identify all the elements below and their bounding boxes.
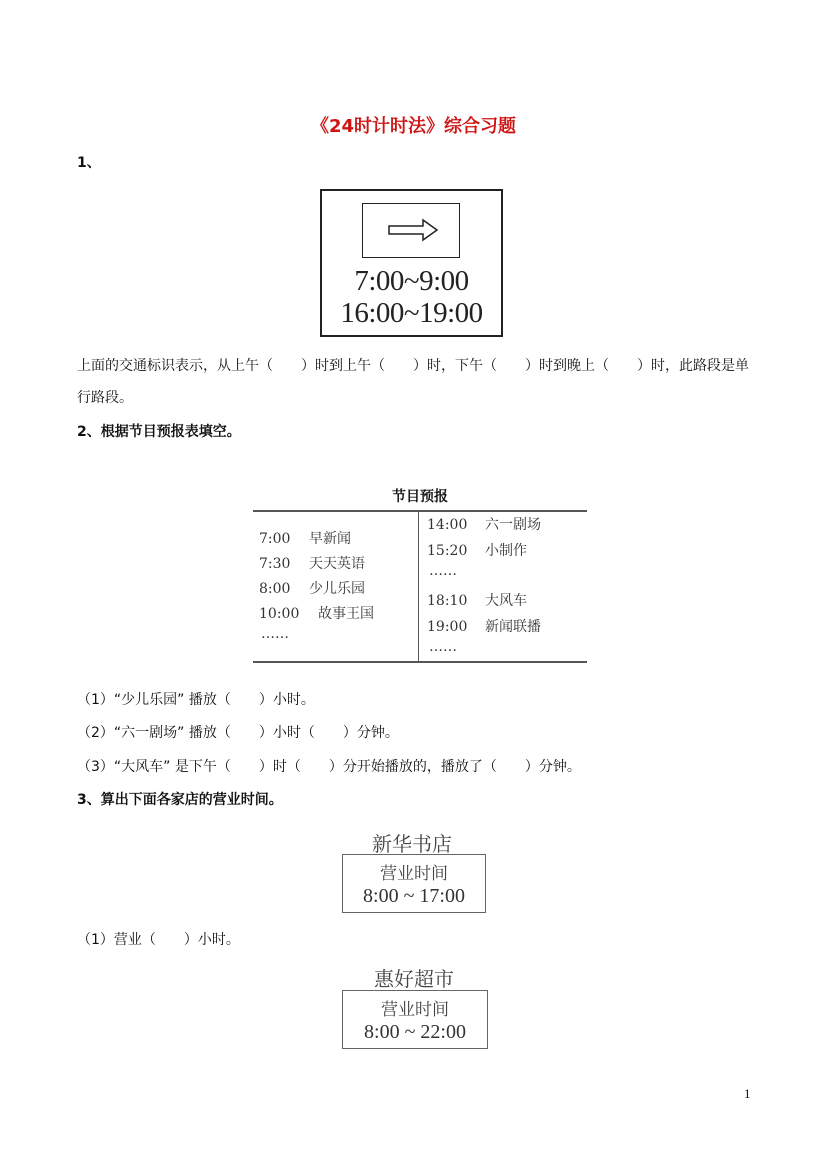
- program-name: 少儿乐园: [309, 581, 365, 597]
- question-2-sub3: （3）“大风车” 是下午（ ）时（ ）分开始播放的，播放了（ ）分钟。: [77, 759, 581, 775]
- program-row: [259, 603, 374, 623]
- program-time: 19:00: [427, 619, 468, 635]
- program-time: 18:10: [427, 593, 468, 609]
- sign-time-afternoon: 16:00~19:00: [340, 297, 483, 329]
- shop2-label: 营业时间: [381, 1000, 449, 1020]
- shop1-hours: 8:00 ~ 17:00: [363, 885, 465, 907]
- program-row: [427, 540, 527, 560]
- shop2-hours: 8:00 ~ 22:00: [364, 1021, 466, 1043]
- program-row: [427, 514, 541, 534]
- program-row: [259, 553, 365, 573]
- question-3-heading: 3、算出下面各家店的营业时间。: [77, 792, 283, 808]
- shop1-label: 营业时间: [380, 864, 448, 884]
- program-time: 8:00: [259, 581, 291, 597]
- program-ellipsis: ……: [429, 563, 457, 579]
- page-number: 1: [744, 1086, 751, 1101]
- traffic-sign: [320, 189, 503, 337]
- program-name: 早新闻: [309, 531, 351, 547]
- program-time: 7:30: [259, 556, 291, 572]
- sign-time-morning: 7:00~9:00: [354, 265, 469, 297]
- program-ellipsis: ……: [429, 639, 457, 655]
- program-name: 六一剧场: [485, 517, 541, 533]
- program-name: 新闻联播: [485, 619, 541, 635]
- shop1-hours-box: [342, 854, 486, 913]
- question-2-heading: 2、根据节目预报表填空。: [77, 424, 241, 440]
- program-row: [259, 578, 365, 598]
- page-title: 《24时计时法》综合习题: [310, 116, 517, 137]
- question-1-number: 1、: [77, 155, 101, 171]
- question-2-sub1: （1）“少儿乐园” 播放（ ）小时。: [77, 692, 315, 708]
- program-row: [259, 528, 351, 548]
- program-time: 14:00: [427, 517, 468, 533]
- shop1-name: 新华书店: [372, 832, 452, 856]
- program-name: 小制作: [485, 543, 527, 559]
- program-time: 10:00: [259, 606, 300, 622]
- direction-panel: [362, 203, 460, 258]
- program-name: 故事王国: [318, 606, 374, 622]
- shop2-name: 惠好超市: [374, 967, 454, 991]
- program-time: 7:00: [259, 531, 291, 547]
- table-bottom-rule: [253, 661, 587, 663]
- program-ellipsis: ……: [261, 626, 289, 642]
- program-row: [427, 590, 527, 610]
- question-3-sub1: （1）营业（ ）小时。: [77, 932, 240, 948]
- right-arrow-icon: [363, 204, 459, 256]
- program-name: 天天英语: [309, 556, 365, 572]
- program-table-title: 节目预报: [392, 489, 448, 505]
- question-1-text-line2: 行路段。: [77, 390, 133, 406]
- question-1-text-line1: 上面的交通标识表示，从上午（ ）时到上午（ ）时，下午（ ）时到晚上（ ）时，此路段是单: [77, 358, 749, 374]
- table-divider: [418, 512, 419, 661]
- shop2-hours-box: [342, 990, 488, 1049]
- question-2-sub2: （2）“六一剧场” 播放（ ）小时（ ）分钟。: [77, 725, 399, 741]
- program-row: [427, 616, 541, 636]
- table-top-rule: [253, 510, 587, 512]
- program-name: 大风车: [485, 593, 527, 609]
- program-time: 15:20: [427, 543, 468, 559]
